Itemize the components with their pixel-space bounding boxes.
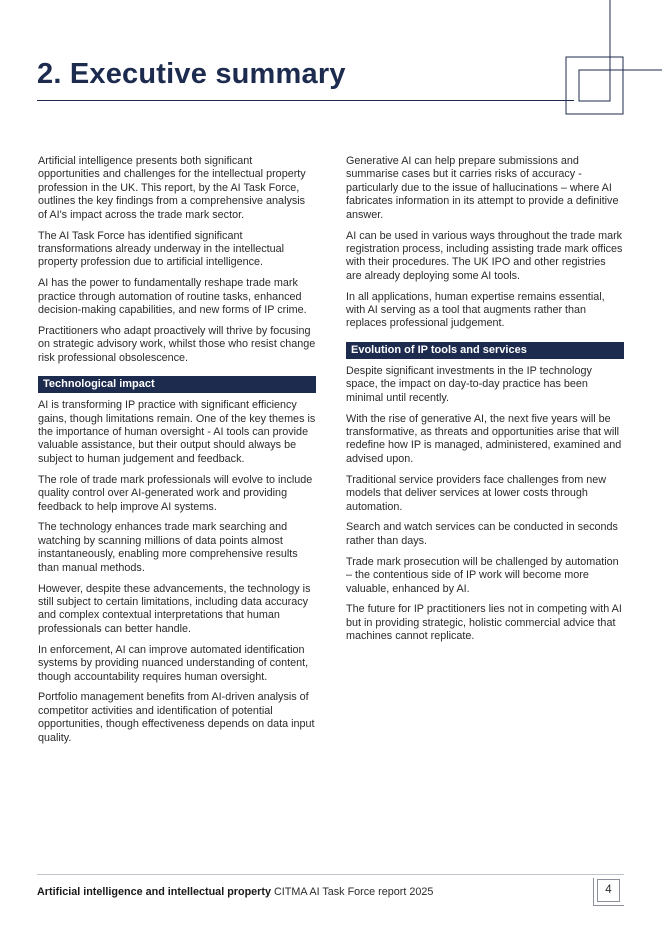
page-number-frame-line (593, 905, 624, 906)
right-column (346, 155, 624, 651)
right-paragraph: Generative AI can help prepare submissions and summarise cases but it carries risks of accuracy - particularly due to the issue of hallucinations – where AI fabricates information in its attempt to provide a definitive answer. (346, 155, 619, 221)
footer (37, 886, 433, 898)
page-title: 2. Executive summary (37, 58, 346, 90)
right-paragraph: Traditional service providers face challenges from new models that deliver services at lower costs through automation. (346, 473, 607, 513)
footer-report-subtitle: CITMA AI Task Force report 2025 (273, 886, 434, 898)
right-paragraph: The future for IP practitioners lies not in competing with AI but in providing strategic, holistic commercial advice that machines cannot replicate. (346, 603, 622, 643)
left-paragraph: The AI Task Force has identified significant transformations already underway in the intellectual property profession due to artificial intelligence. (38, 229, 285, 269)
right-paragraph: Search and watch services can be conducted in seconds rather than days. (346, 521, 618, 547)
right-paragraph: With the rise of generative AI, the next five years will be transformative, as threats and opportunities arise that will redefine how IP is managed, administered, examined and advised upon. (346, 412, 622, 465)
left-paragraph: The technology enhances trade mark searching and watching by scanning millions of data points almost instantaneously, enabling more comprehensive results than manual methods. (38, 521, 298, 574)
title-divider (37, 100, 574, 101)
left-section-heading: Technological impact (38, 376, 316, 393)
right-paragraph: AI can be used in various ways throughout the trade mark registration process, including assisting trade mark offices with their procedures. The UK IPO and other registries are already deploying some AI tools. (346, 229, 623, 282)
left-paragraph: In enforcement, AI can improve automated identification systems by providing nuanced understanding of content, though accountability requires human oversight. (38, 643, 309, 683)
left-column (38, 155, 316, 753)
footer-divider (37, 874, 624, 875)
left-paragraph: Portfolio management benefits from AI-driven analysis of competitor activities and identification of potential opportunities, though effectiveness depends on data input quality. (38, 691, 315, 744)
page-number-frame-line (593, 878, 594, 906)
right-paragraph: In all applications, human expertise remains essential, with AI serving as a tool that augments rather than replaces professional judgement. (346, 290, 605, 330)
left-paragraph: AI is transforming IP practice with significant efficiency gains, though limitations remain. One of the key themes is the importance of human oversight - AI tools can provide valuable assistance, but their output should always be subject to human judgement and feedback. (38, 399, 316, 465)
left-paragraph: Artificial intelligence presents both significant opportunities and challenges for the intellectual property profession in the UK. This report, by the AI Task Force, outlines the key findings from a comprehensive analysis of AI's impact across the trade mark sector. (38, 155, 306, 221)
right-paragraph: Trade mark prosecution will be challenged by automation – the contentious side of IP work will become more valuable, enhanced by AI. (346, 555, 619, 595)
footer-report-title: Artificial intelligence and intellectual property (37, 886, 271, 898)
right-paragraph: Despite significant investments in the IP technology space, the impact on day-to-day practice has been minimal until recently. (346, 364, 592, 404)
left-paragraph: AI has the power to fundamentally reshape trade mark practice through automation of routine tasks, enhanced decision-making capabilities, and new forms of IP crime. (38, 277, 307, 317)
right-section-heading: Evolution of IP tools and services (346, 342, 624, 359)
page-number: 4 (597, 879, 620, 902)
left-paragraph: The role of trade mark professionals will evolve to include quality control over AI-generated work and providing feedback to help improve AI systems. (38, 473, 313, 513)
left-paragraph: However, despite these advancements, the technology is still subject to certain limitations, including data accuracy and complex contextual interpretations that human professionals can better handle. (38, 582, 311, 635)
left-paragraph: Practitioners who adapt proactively will thrive by focusing on strategic advisory work, whilst those who resist change risk professional obsolescence. (38, 324, 316, 364)
